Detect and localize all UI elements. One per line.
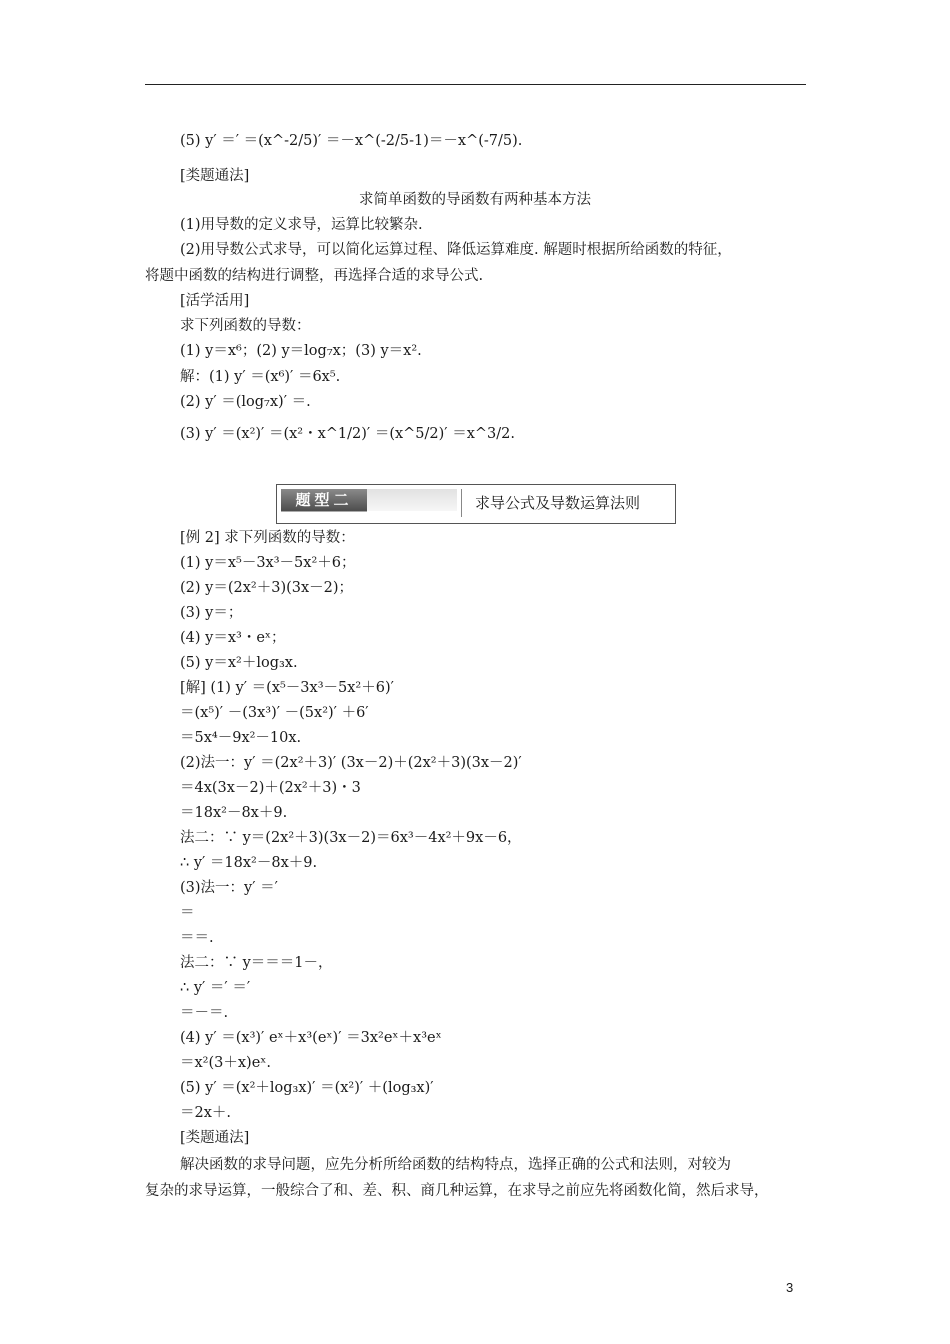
text-line: ∴ y′ ＝′ ＝′	[180, 980, 251, 996]
section-label: [类题通法]	[180, 168, 250, 184]
header-rule	[145, 84, 806, 85]
text-line: 求下列函数的导数：	[180, 318, 311, 334]
section-label: [类题通法]	[180, 1130, 250, 1146]
section-banner	[276, 484, 676, 524]
text-line: (5) y＝x²＋log₃x.	[180, 655, 298, 671]
text-line: (2) y′ ＝(log₇x)′ ＝.	[180, 394, 311, 410]
text-line: ＝(x⁵)′ －(3x³)′ －(5x²)′ ＋6′	[180, 705, 369, 721]
text-line: ＝	[180, 905, 195, 921]
banner-tag: 题型二	[281, 489, 367, 511]
text-line: (1)用导数的定义求导，运算比较繁杂.	[180, 217, 423, 233]
text-line: (3) y＝；	[180, 605, 243, 621]
page-number: 3	[786, 1280, 794, 1295]
text-line: ∴ y′ ＝18x²－8x＋9.	[180, 855, 318, 871]
section-label: [活学活用]	[180, 293, 250, 309]
text-line: 法二：∵ y＝(2x²＋3)(3x－2)＝6x³－4x²＋9x－6，	[180, 830, 522, 846]
text-line: (1) y＝x⁶；(2) y＝log₇x；(3) y＝x².	[180, 343, 422, 359]
text-line: (2)法一：y′ ＝(2x²＋3)′ (3x－2)＋(2x²＋3)(3x－2)′	[180, 755, 522, 771]
text-line: (4) y＝x³・eˣ；	[180, 630, 286, 646]
text-line: ＝4x(3x－2)＋(2x²＋3)・3	[180, 780, 361, 796]
text-line: ＝2x＋.	[180, 1105, 232, 1121]
text-line: 解决函数的求导问题，应先分析所给函数的结构特点，选择正确的公式和法则，对较为	[180, 1157, 731, 1173]
text-line: ＝＝.	[180, 930, 214, 946]
text-line: ＝x²(3＋x)eˣ.	[180, 1055, 272, 1071]
text-line: (3) y′ ＝(x²)′ ＝(x²・x^1/2)′ ＝(x^5/2)′ ＝x^3/2.	[180, 426, 515, 442]
text-line: (2)用导数公式求导，可以简化运算过程、降低运算难度. 解题时根据所给函数的特征，	[180, 242, 732, 258]
text-line: ＝5x⁴－9x²－10x.	[180, 730, 302, 746]
text-line: 法二：∵ y＝＝＝1－，	[180, 955, 333, 971]
banner-divider	[461, 489, 462, 517]
method-heading: 求简单函数的导函数有两种基本方法	[359, 192, 591, 208]
text-line: (4) y′ ＝(x³)′ eˣ＋x³(eˣ)′ ＝3x²eˣ＋x³eˣ	[180, 1030, 442, 1046]
text-line: 复杂的求导运算，一般综合了和、差、积、商几种运算，在求导之前应先将函数化简，然后求导，	[145, 1183, 769, 1199]
example-label: [例 2] 求下列函数的导数：	[180, 530, 355, 546]
text-line: 解：(1) y′ ＝(x⁶)′ ＝6x⁵.	[180, 369, 341, 385]
text-line: [解] (1) y′ ＝(x⁵－3x³－5x²＋6)′	[180, 680, 394, 696]
banner-title: 求导公式及导数运算法则	[475, 494, 641, 512]
banner-notch	[281, 511, 367, 518]
text-line: (3)法一：y′ ＝′	[180, 880, 278, 896]
text-line: (5) y′ ＝(x²＋log₃x)′ ＝(x²)′ ＋(log₃x)′	[180, 1080, 434, 1096]
text-line: (5) y′ ＝′ ＝(x^-2/5)′ ＝－x^(-2/5-1)＝－x^(-7/5).	[180, 133, 523, 149]
text-line: 将题中函数的结构进行调整，再选择合适的求导公式.	[145, 268, 484, 284]
text-line: (2) y＝(2x²＋3)(3x－2)；	[180, 580, 354, 596]
text-line: ＝18x²－8x＋9.	[180, 805, 288, 821]
text-line: (1) y＝x⁵－3x³－5x²＋6；	[180, 555, 356, 571]
banner-tag-tail	[367, 489, 457, 511]
text-line: ＝－＝.	[180, 1005, 229, 1021]
